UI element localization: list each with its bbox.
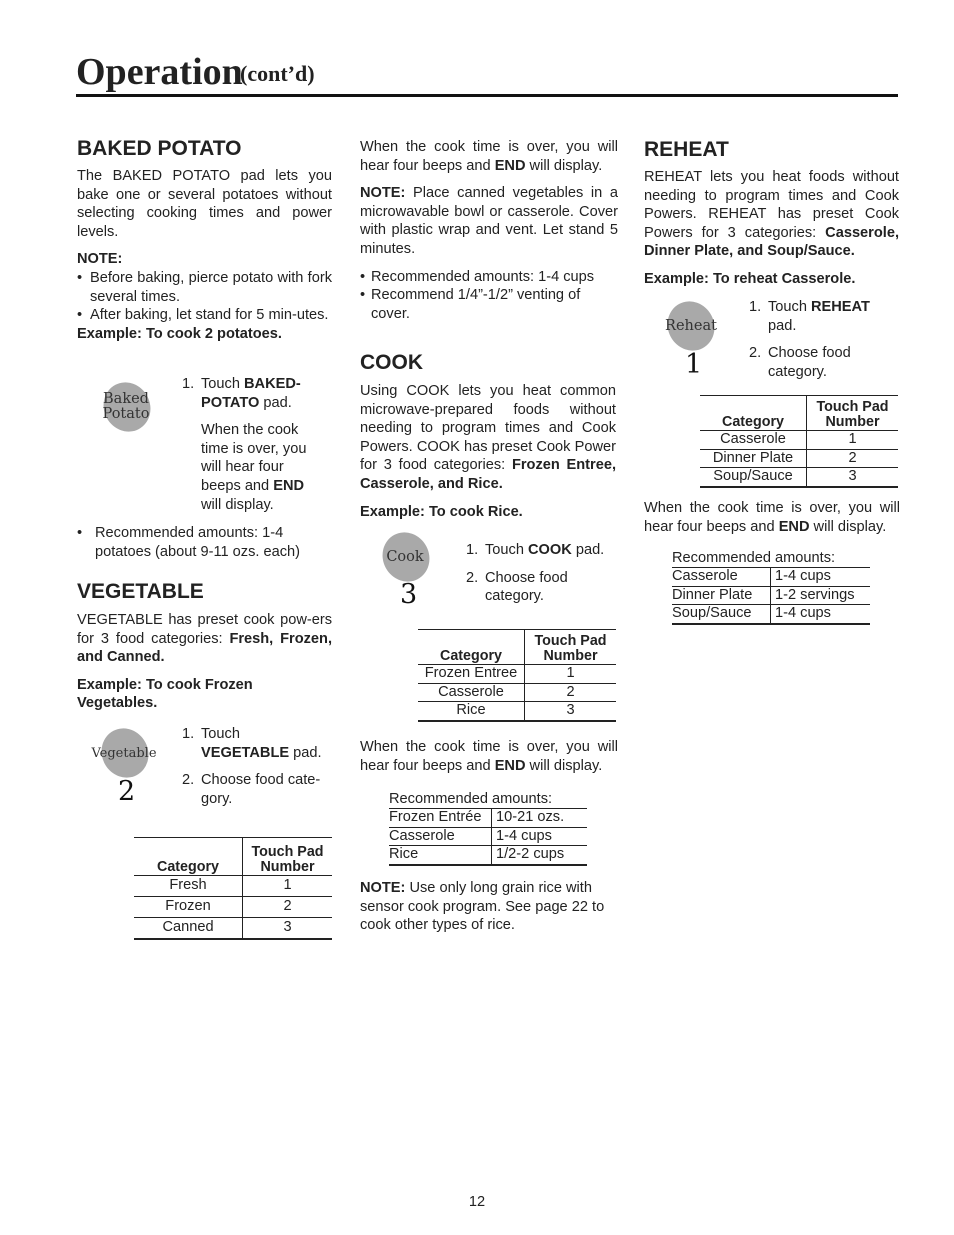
step-item [182, 375, 322, 412]
pad-name: BAKED-POTATO [201, 376, 301, 411]
vegetable-continued [360, 138, 618, 323]
vegetable-end-text: When the cook time is over, you will hear four beeps and END will display. [360, 139, 618, 174]
step-item: 1. Touch REHEAT pad. [749, 299, 870, 334]
cook-note: NOTE: Use only long grain rice with sensor cook program. See page 22 to cook other types of rice. [360, 880, 605, 934]
reheat-heading: REHEAT [644, 138, 729, 161]
reheat-example: Example: To reheat Casserole. [644, 270, 856, 287]
step-item: 2. Choose food category. [749, 345, 851, 380]
cook-heading: COOK [360, 351, 423, 374]
table-row: Dinner Plate 2 [700, 449, 898, 468]
table-row: Canned 3 [134, 918, 332, 939]
cook-step-number-icon: 3 [400, 579, 418, 610]
cook-recommended-table [389, 808, 587, 866]
recommended-caption: Recommended amounts: [389, 791, 553, 807]
cook-end-text: When the cook time is over, you will hear four beeps and END will display. [360, 739, 618, 774]
table-row: Casserole 1-4 cups [389, 827, 587, 846]
reheat-recommended-table [672, 567, 870, 625]
table-row: Casserole 1-4 cups [672, 568, 870, 587]
table-row: Frozen 2 [134, 897, 332, 918]
column-header: Touch Pad Number [525, 630, 617, 665]
reheat-end-block [644, 499, 900, 536]
baked-potato-notes [77, 269, 332, 325]
step-number: 1. [182, 376, 195, 392]
vegetable-example: Example: To cook Frozen Vegetables. [77, 676, 253, 712]
page-subtitle: (cont’d) [240, 61, 315, 86]
step-item: 1. Touch COOK pad. [466, 542, 605, 558]
table-row: Dinner Plate 1-2 servings [672, 586, 870, 605]
vegetable-section [77, 580, 332, 713]
baked-potato-end-text: When the cook time is over, you will hear four beeps and END will display. [201, 422, 307, 513]
reheat-step-number-icon: 1 [685, 349, 703, 380]
recommended-item: • Recommended amounts: 1-4 cups [360, 268, 618, 287]
pad-label-line: Baked [103, 391, 149, 407]
cook-intro: Using COOK lets you heat common microwave-prepared foods without needing to program times and Cook Powers. COOK has preset Cook Power for 3 food categories: Frozen Entree, Casserole, and Rice. [360, 383, 616, 492]
reheat-section [644, 138, 899, 289]
table-row: Soup/Sauce 3 [700, 468, 898, 487]
page-title: Operation [76, 51, 243, 93]
table-row: Casserole 1 [700, 431, 898, 450]
vegetable-steps [182, 725, 332, 808]
page-header [76, 48, 898, 97]
step-item: 1. Touch VEGETABLE pad. [182, 726, 322, 761]
vegetable-category-table [134, 837, 332, 940]
reheat-pad-label: Reheat [665, 318, 717, 334]
recommended-caption: Recommended amounts: [672, 550, 836, 566]
cook-recommended [389, 790, 587, 866]
vegetable-note: NOTE: Place canned vegetables in a microwavable bowl or casserole. Cover with plastic wrap and vent. Let stand 5 minutes. [360, 185, 618, 257]
table-row: Rice 3 [418, 702, 616, 721]
cook-note-block [360, 879, 618, 935]
vegetable-intro: VEGETABLE has preset cook pow-ers for 3 food categories: Fresh, Frozen, and Canned. [77, 612, 332, 666]
baked-potato-recommended [77, 524, 332, 561]
table-row: Soup/Sauce 1-4 cups [672, 605, 870, 624]
baked-potato-section [77, 137, 332, 343]
step-item: 2. Choose food cate-gory. [182, 772, 321, 807]
recommended-item: • Recommend 1/4”-1/2” venting of cover. [360, 286, 618, 323]
note-item: • Before baking, pierce potato with fork several times. [77, 269, 332, 306]
baked-potato-intro: The BAKED POTATO pad lets you bake one or several potatoes without selecting cooking times and power levels. [77, 168, 332, 240]
step-text: pad. [259, 394, 292, 411]
cook-example: Example: To cook Rice. [360, 503, 523, 520]
cook-pad-label: Cook [386, 549, 424, 565]
vegetable-heading: VEGETABLE [77, 580, 204, 603]
step-item: 2. Choose food category. [466, 569, 568, 605]
baked-potato-example: Example: To cook 2 potatoes. [77, 325, 282, 342]
vegetable-pad-label: Vegetable [91, 746, 157, 761]
table-row: Frozen Entree 1 [418, 665, 616, 684]
table-row: Fresh 1 [134, 876, 332, 897]
recommended-item: • Recommended amounts: 1-4 potatoes (about 9-11 ozs. each) [77, 524, 332, 561]
reheat-end-text: When the cook time is over, you will hear four beeps and END will display. [644, 500, 900, 535]
column-header: Category [418, 630, 525, 665]
reheat-intro: REHEAT lets you heat foods without needing to program times and Cook Powers. REHEAT has preset Cook Powers for 3 categories: Casserole, Dinner Plate, and Soup/Sauce. [644, 169, 899, 260]
baked-potato-pad-label [98, 392, 154, 422]
baked-potato-steps [182, 375, 322, 514]
reheat-recommended [672, 549, 870, 625]
baked-potato-note-label: NOTE: [77, 251, 123, 268]
vegetable-recommended [360, 268, 618, 324]
baked-potato-heading: BAKED POTATO [77, 137, 242, 160]
page-number: 12 [468, 1194, 486, 1210]
table-row: Casserole 2 [418, 683, 616, 702]
table-row: Frozen Entrée 10-21 ozs. [389, 809, 587, 828]
cook-end-block [360, 738, 618, 775]
note-item: • After baking, let stand for 5 min-utes. [77, 306, 332, 325]
column-header: Category [134, 838, 243, 876]
column-header: Touch Pad Number [243, 838, 333, 876]
cook-steps [466, 541, 618, 606]
cook-section [360, 351, 616, 521]
vegetable-step-number-icon: 2 [118, 776, 136, 807]
column-header: Category [700, 396, 807, 431]
reheat-category-table [700, 395, 898, 488]
table-row: Rice 1/2-2 cups [389, 846, 587, 865]
pad-label-line: Potato [102, 406, 150, 422]
reheat-steps [749, 298, 899, 381]
step-text: Touch [201, 376, 244, 392]
column-header: Touch Pad Number [807, 396, 899, 431]
cook-category-table [418, 629, 616, 722]
